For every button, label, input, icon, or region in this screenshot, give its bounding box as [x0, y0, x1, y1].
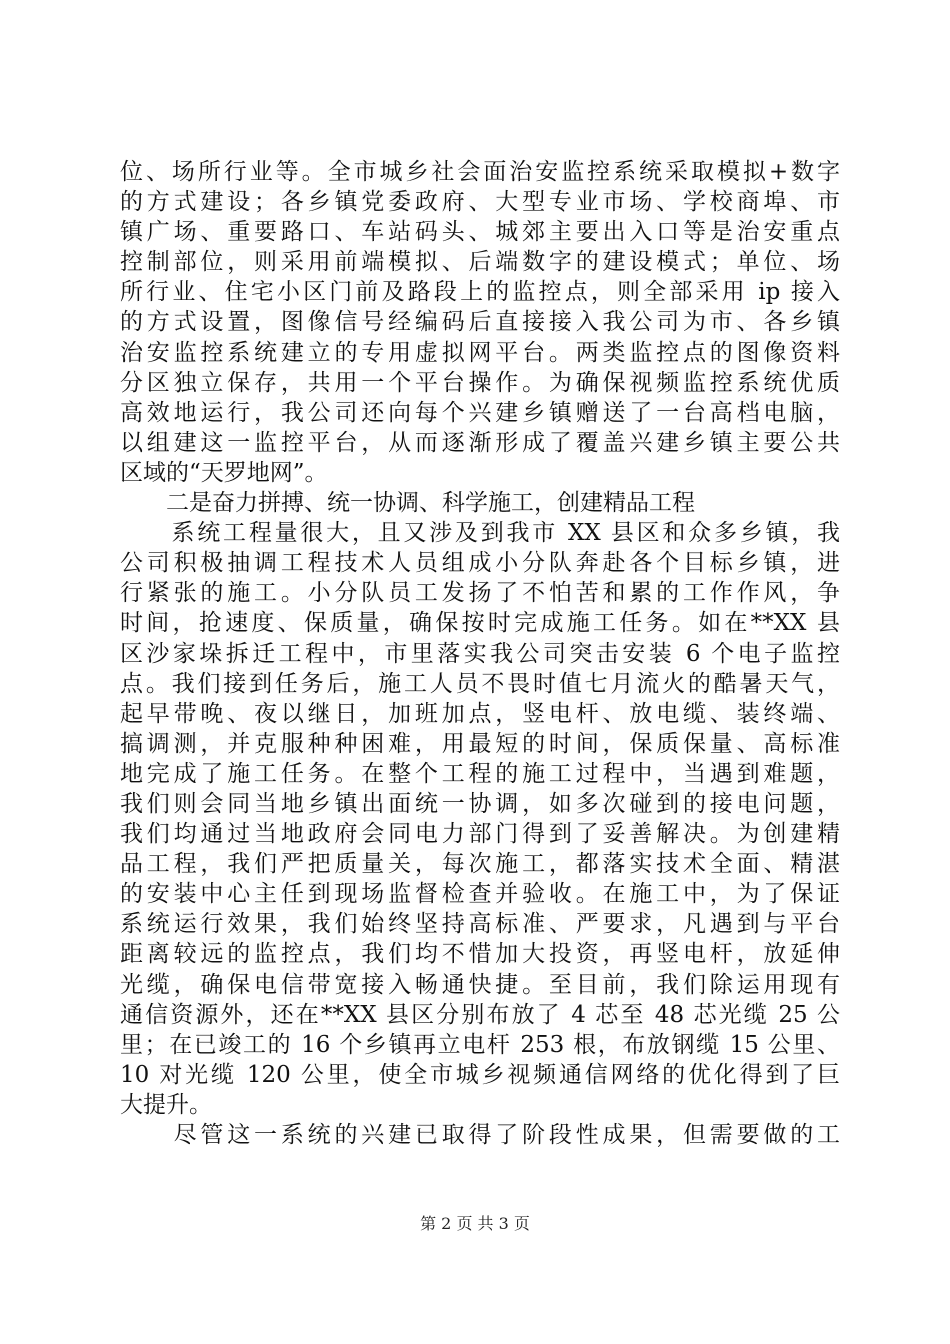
text-line: 区域的“天罗地网”。 [120, 459, 328, 486]
text-line: 所行业、住宅小区门前及路段上的监控点，则全部采用 ip 接入 [120, 279, 840, 306]
text-line: 区沙家垛拆迁工程中，市里落实我公司突击安装 6 个电子监控 [120, 640, 840, 667]
text-line: 点。我们接到任务后，施工人员不畏时值七月流火的酷暑天气， [120, 670, 840, 697]
text-line: 时间，抢速度、保质量，确保按时完成施工任务。如在**XX 县 [120, 610, 840, 637]
text-line: 分区独立保存，共用一个平台操作。为确保视频监控系统优质 [120, 369, 840, 396]
text-line: 以组建这一监控平台，从而逐渐形成了覆盖兴建乡镇主要公共 [120, 429, 840, 456]
text-line: 行紧张的施工。小分队员工发扬了不怕苦和累的工作作风，争 [120, 580, 840, 607]
text-line: 起早带晚、夜以继日，加班加点，竖电杆、放电缆、装终端、 [120, 700, 840, 727]
text-line: 治安监控系统建立的专用虚拟网平台。两类监控点的图像资料 [120, 339, 840, 366]
body-text [120, 157, 840, 1150]
text-line: 10 对光缆 120 公里，使全市城乡视频通信网络的优化得到了巨 [120, 1061, 840, 1088]
text-line: 公司积极抽调工程技术人员组成小分队奔赴各个目标乡镇，进 [120, 550, 840, 577]
text-line: 系统工程量很大，且又涉及到我市 XX 县区和众多乡镇，我 [120, 520, 840, 547]
text-line: 尽管这一系统的兴建已取得了阶段性成果，但需要做的工 [120, 1122, 840, 1148]
text-line: 高效地运行，我公司还向每个兴建乡镇赠送了一台高档电脑， [120, 399, 840, 426]
text-line: 光缆，确保电信带宽接入畅通快捷。至目前，我们除运用现有 [120, 971, 840, 998]
text-line: 距离较远的监控点，我们均不惜加大投资，再竖电杆，放延伸 [120, 941, 840, 968]
text-line: 系统运行效果，我们始终坚持高标准、严要求，凡遇到与平台 [120, 911, 840, 938]
text-line: 地完成了施工任务。在整个工程的施工过程中，当遇到难题， [120, 760, 840, 787]
text-line: 二是奋力拼搏、统一协调、科学施工，创建精品工程 [120, 490, 695, 517]
text-line: 里；在已竣工的 16 个乡镇再立电杆 253 根，布放钢缆 15 公里、 [120, 1031, 840, 1058]
text-line: 搞调测，并克服种种困难，用最短的时间，保质保量、高标准 [120, 730, 840, 757]
text-line: 的方式设置，图像信号经编码后直接接入我公司为市、各乡镇 [120, 309, 840, 336]
text-line: 位、场所行业等。全市城乡社会面治安监控系统采取模拟+数字 [120, 159, 840, 185]
text-line: 的方式建设；各乡镇党委政府、大型专业市场、学校商埠、市 [120, 189, 840, 216]
text-line: 品工程，我们严把质量关，每次施工，都落实技术全面、精湛 [120, 851, 840, 878]
page-footer: 第 2 页 共 3 页 [420, 1214, 530, 1233]
text-line: 我们均通过当地政府会同电力部门得到了妥善解决。为创建精 [120, 821, 840, 848]
text-line: 控制部位，则采用前端模拟、后端数字的建设模式；单位、场 [120, 249, 840, 276]
text-line: 通信资源外，还在**XX 县区分别布放了 4 芯至 48 芯光缆 25 公 [120, 1001, 840, 1028]
text-line: 大提升。 [120, 1091, 212, 1118]
text-line: 镇广场、重要路口、车站码头、城郊主要出入口等是治安重点 [120, 219, 840, 246]
text-line: 的安装中心主任到现场监督检查并验收。在施工中，为了保证 [120, 881, 840, 908]
text-line: 我们则会同当地乡镇出面统一协调，如多次碰到的接电问题， [120, 790, 840, 817]
